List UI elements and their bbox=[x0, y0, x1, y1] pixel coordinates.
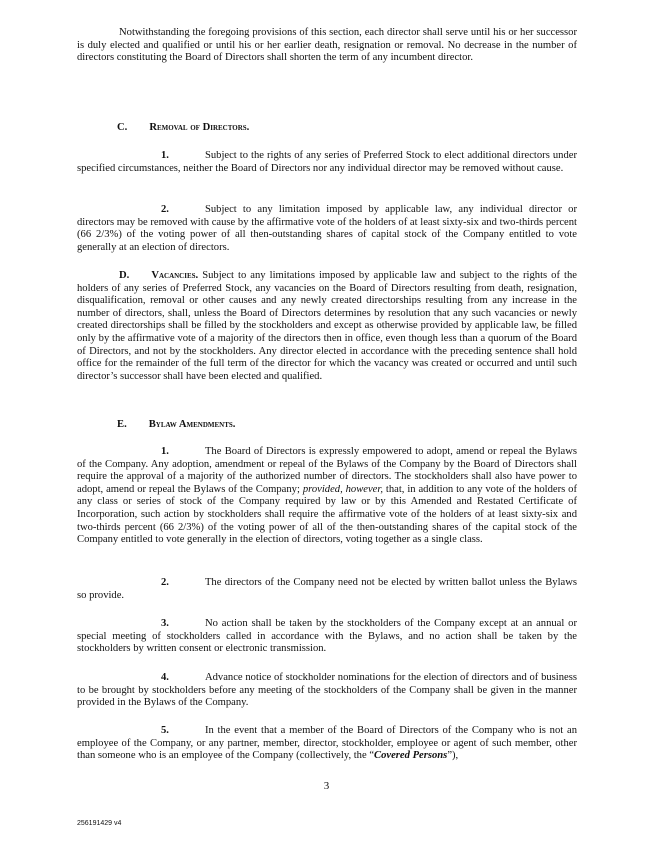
section-d-title: Vacancies. bbox=[151, 270, 199, 281]
section-c-letter: C. bbox=[117, 122, 128, 133]
page-number: 3 bbox=[323, 780, 330, 792]
paragraph-e5: 5. In the event that a member of the Board of Directors of the Company who is not an employee of the Company, or any partner, member, director, stockholder, employee or agent of such member, other than someone who is an employee of the Company (collectively, the “Covered Persons”), bbox=[77, 725, 577, 762]
section-e-letter: E. bbox=[117, 419, 127, 430]
paragraph-number: 4. bbox=[161, 672, 169, 683]
paragraph-c2: 2. Subject to any limitation imposed by applicable law, any individual director or directors may be removed with cause by the affirmative vote of the holders of at least sixty-six and two-thirds percent (66 2/3%) of the voting power of all then-outstanding shares of capital stock of the Company entitled to vote generally at an election of directors. bbox=[77, 204, 577, 253]
paragraph-number: 2. bbox=[161, 204, 169, 215]
document-id: 256191429 v4 bbox=[77, 820, 122, 827]
paragraph-c1: 1. Subject to the rights of any series of Preferred Stock to elect additional directors under specified circumstances, neither the Board of Directors nor any individual director may be removed without cause. bbox=[77, 150, 577, 174]
paragraph-e2: 2. The directors of the Company need not be elected by written ballot unless the Bylaws so provide. bbox=[77, 577, 577, 601]
paragraph-number: 3. bbox=[161, 618, 169, 629]
section-c-heading bbox=[117, 122, 249, 135]
paragraph-number: 1. bbox=[161, 150, 169, 161]
paragraph-notwithstanding: Notwithstanding the foregoing provisions of this section, each director shall serve until his or her successor is duly elected and qualified or until his or her earlier death, resignation or removal. No decrease in the number of directors constituting the Board of Directors shall shorten the term of any incumbent director. bbox=[77, 27, 577, 64]
paragraph-e1: 1. The Board of Directors is expressly empowered to adopt, amend or repeal the Bylaws of the Company. Any adoption, amendment or repeal of the Bylaws of the Company by the Board of Directors shall require the approval of a majority of the authorized number of directors. The stockholders shall also have power to adopt, amend or repeal the Bylaws of the Company; provided, however, that, in addition to any vote of the holders of any class or series of stock of the Company required by law or by this Amended and Restated Certificate of Incorporation, such action by stockholders shall require the affirmative vote of the holders of at least sixty-six and two-thirds percent (66 2/3%) of the voting power of all of the then-outstanding shares of the capital stock of the Company entitled to vote generally in the election of directors, voting together as a single class. bbox=[77, 446, 577, 546]
paragraph-number: 5. bbox=[161, 725, 169, 736]
paragraph-e4: 4. Advance notice of stockholder nominations for the election of directors and of business to be brought by stockholders before any meeting of the stockholders of the Company shall be given in the manner provided in the Bylaws of the Company. bbox=[77, 672, 577, 709]
section-c-title: Removal of Directors. bbox=[149, 122, 250, 133]
section-d-paragraph: D. Vacancies. Subject to any limitations imposed by applicable law and subject to the rights of the holders of any series of Preferred Stock, any vacancies on the Board of Directors resulting from death, resignation, disqualification, removal or other causes and any newly created directorships resulting from any increase in the number of directors, shall, unless the Board of Directors determines by resolution that any such vacancies or newly created directorships shall be filled by the stockholders and except as otherwise provided by applicable law, be filled only by the affirmative vote of a majority of the directors then in office, even though less than a quorum of the Board of Directors, and not by the stockholders. Any director elected in accordance with the preceding sentence shall hold office for the remainder of the full term of the director for which the vacancy was created or occurred and until such director’s successor shall have been elected and qualified. bbox=[77, 270, 577, 382]
paragraph-e3: 3. No action shall be taken by the stockholders of the Company except at an annual or special meeting of stockholders called in accordance with the Bylaws, and no action shall be taken by the stockholders by written consent or electronic transmission. bbox=[77, 618, 577, 655]
covered-persons-term: Covered Persons bbox=[374, 750, 448, 762]
paragraph-number: 2. bbox=[161, 577, 169, 588]
paragraph-number: 1. bbox=[161, 446, 169, 457]
section-e-heading bbox=[117, 419, 235, 432]
section-e-title: Bylaw Amendments. bbox=[148, 419, 236, 430]
section-d-letter: D. bbox=[119, 270, 130, 281]
provided-however: provided, however, bbox=[302, 483, 383, 495]
